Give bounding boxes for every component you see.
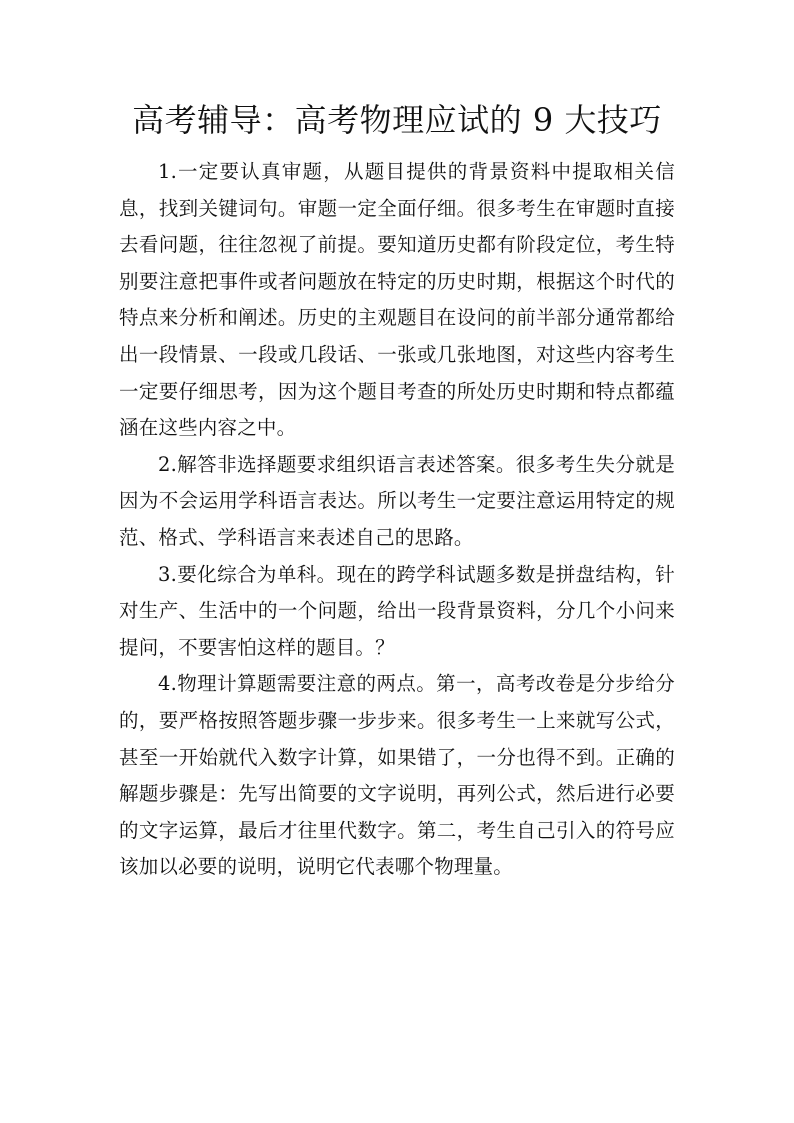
paragraph-tip-3: 3.要化综合为单科。现在的跨学科试题多数是拼盘结构，针对生产、生活中的一个问题，给出一段背景资料，分几个小问来提问，不要害怕这样的题目。？ xyxy=(119,562,675,659)
document-title: 高考辅导：高考物理应试的 9 大技巧 xyxy=(132,101,662,139)
paragraph-tip-2: 2.解答非选择题要求组织语言表述答案。很多考生失分就是因为不会运用学科语言表达。所以考生一定要注意运用特定的规范、格式、学科语言来表述自己的思路。 xyxy=(119,452,675,549)
paragraph-tip-4: 4.物理计算题需要注意的两点。第一，高考改卷是分步给分的，要严格按照答题步骤一步步来。很多考生一上来就写公式，甚至一开始就代入数字计算，如果错了，一分也得不到。正确的解题步骤是：先写出简要的文字说明，再列公式，然后进行必要的文字运算，最后才往里代数字。第二，考生自己引入的符号应该加以必要的说明，说明它代表哪个物理量。 xyxy=(119,672,675,879)
paragraph-tip-1: 1.一定要认真审题，从题目提供的背景资料中提取相关信息，找到关键词句。审题一定全面仔细。很多考生在审题时直接去看问题，往往忽视了前提。要知道历史都有阶段定位，考生特别要注意把事件或者问题放在特定的历史时期，根据这个时代的特点来分析和阐述。历史的主观题目在设问的前半部分通常都给出一段情景、一段或几段话、一张或几张地图，对这些内容考生一定要仔细思考，因为这个题目考查的所处历史时期和特点都蕴涵在这些内容之中。 xyxy=(119,160,675,440)
document-body xyxy=(119,154,675,886)
